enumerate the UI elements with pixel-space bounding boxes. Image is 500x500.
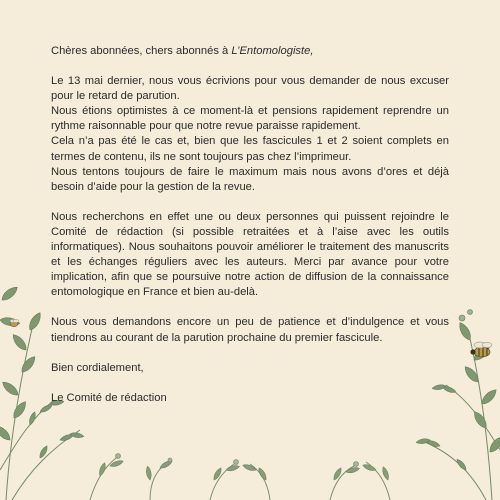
bee-icon [10,319,19,326]
salutation-prefix: Chères abonnées, chers abonnés à [51,45,232,57]
paragraph-4: Nous tentons toujours de faire le maximum mais nous avons d’ores et déjà besoin d’aide pour la gestion de la revue. [51,165,449,193]
closing: Bien cordialement, [51,361,144,374]
paragraph-1: Le 13 mai dernier, nous vous écrivions pour vous demander de nous excuser pour le retard de parution. [51,75,449,103]
paragraph-6: Nous vous demandons encore un peu de patience et d’indulgence et vous tiendrons au courant de la parution prochaine du premier fascicule. [51,316,449,344]
paragraph-2: Nous étions optimistes à ce moment-là et pensions rapidement reprendre un rythme raisonnable pour que notre revue paraisse rapidement. [51,105,449,133]
signature: Le Comité de rédaction [51,391,167,404]
bottom-foliage [90,454,390,500]
journal-name: L’Entomologiste, [231,45,314,57]
letter-body [51,44,449,406]
salutation [51,44,449,59]
paragraph-5: Nous recherchons en effet une ou deux personnes qui puissent rejoindre le Comité de rédaction (si possible retraitées et à l’aise avec les outils informatiques). Nous souhaitons pouvoir améliorer le traitement des manuscrits et les échanges réguliers avec les auteurs. Merci par avance pour votre implication, afin que se poursuive notre action de diffusion de la connaissance entomologique en France et bien au-delà. [51,210,449,299]
paragraph-3: Cela n’a pas été le cas et, bien que les fascicules 1 et 2 soient complets en termes de contenu, ils ne sont toujours pas chez l’imprimeur. [51,135,449,163]
